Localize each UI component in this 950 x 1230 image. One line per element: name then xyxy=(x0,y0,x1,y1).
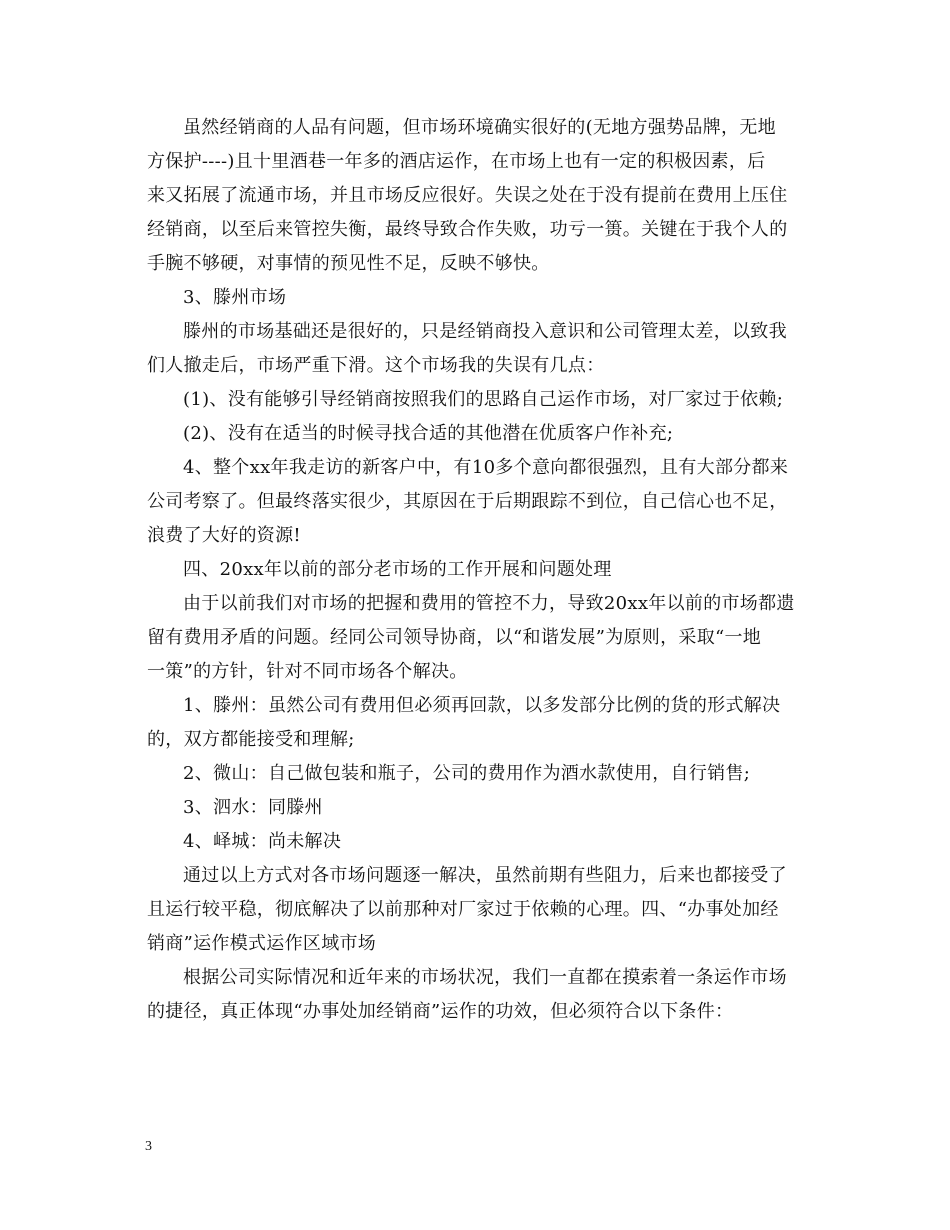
section-heading: 四、20xx年以前的部分老市场的工作开展和问题处理 xyxy=(183,559,612,580)
paragraph-line: 来又拓展了流通市场，并且市场反应很好。失误之处在于没有提前在费用上压住 xyxy=(147,185,788,206)
paragraph-line: 销商”运作模式运作区域市场 xyxy=(147,933,377,954)
paragraph-line: 且运行较平稳，彻底解决了以前那种对厂家过于依赖的心理。四、“办事处加经 xyxy=(147,899,779,920)
list-item: (2)、没有在适当的时候寻找合适的其他潜在优质客户作补充; xyxy=(183,423,674,444)
paragraph-line: 浪费了大好的资源! xyxy=(147,525,301,546)
paragraph-line: 4、整个xx年我走访的新客户中，有10多个意向都很强烈，且有大部分都来 xyxy=(183,457,789,478)
paragraph-line: 根据公司实际情况和近年来的市场状况，我们一直都在摸索着一条运作市场 xyxy=(183,967,787,988)
paragraph-line: 经销商，以至后来管控失衡，最终导致合作失败，功亏一篑。关键在于我个人的 xyxy=(147,219,788,240)
paragraph-line: 手腕不够硬，对事情的预见性不足，反映不够快。 xyxy=(147,253,550,274)
paragraph-line: 虽然经销商的人品有问题，但市场环境确实很好的(无地方强势品牌，无地 xyxy=(183,117,776,138)
paragraph-line: 留有费用矛盾的问题。经同公司领导协商，以“和谐发展”为原则，采取“一地 xyxy=(147,627,762,648)
paragraph-line: 滕州的市场基础还是很好的，只是经销商投入意识和公司管理太差，以致我 xyxy=(183,321,787,342)
paragraph-line: 的捷径，真正体现“办事处加经销商”运作的功效，但必须符合以下条件： xyxy=(147,1001,734,1022)
list-item-continuation: 的，双方都能接受和理解; xyxy=(147,729,355,750)
paragraph-line: 们人撤走后，市场严重下滑。这个市场我的失误有几点： xyxy=(147,355,605,376)
list-item: (1)、没有能够引导经销商按照我们的思路自己运作市场，对厂家过于依赖; xyxy=(183,389,784,410)
paragraph-line: 一策”的方针，针对不同市场各个解决。 xyxy=(147,661,468,682)
paragraph-line: 公司考察了。但最终落实很少，其原因在于后期跟踪不到位，自己信心也不足， xyxy=(147,491,788,512)
page-number: 3 xyxy=(145,1139,152,1154)
section-heading: 3、滕州市场 xyxy=(183,287,287,308)
list-item: 3、泗水：同滕州 xyxy=(183,797,323,818)
list-item: 2、微山：自己做包装和瓶子，公司的费用作为酒水款使用，自行销售; xyxy=(183,763,751,784)
list-item: 1、滕州：虽然公司有费用但必须再回款，以多发部分比例的货的形式解决 xyxy=(183,695,781,716)
paragraph-line: 由于以前我们对市场的把握和费用的管控不力，导致20xx年以前的市场都遗 xyxy=(183,593,795,614)
list-item: 4、峄城：尚未解决 xyxy=(183,831,342,852)
paragraph-line: 通过以上方式对各市场问题逐一解决，虽然前期有些阻力，后来也都接受了 xyxy=(183,865,787,886)
paragraph-line: 方保护----)且十里酒巷一年多的酒店运作，在市场上也有一定的积极因素，后 xyxy=(147,151,766,172)
